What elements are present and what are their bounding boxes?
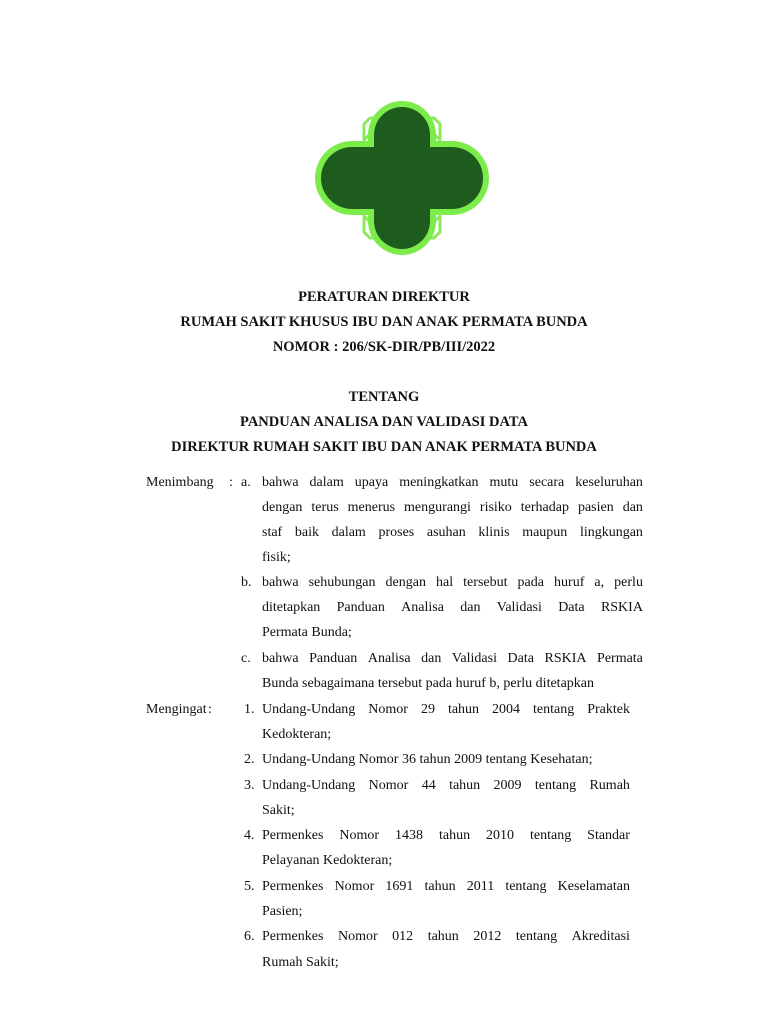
word: 44: [421, 778, 436, 793]
word: lingkungan: [579, 525, 643, 540]
list-marker: 6.: [244, 929, 255, 944]
word: tentang: [534, 778, 577, 793]
considering-item-c-line: [262, 651, 643, 667]
word: 2011: [466, 879, 495, 894]
word: sehubungan: [308, 575, 376, 590]
word: pasien: [577, 500, 614, 515]
considering-item-c-line: Bunda sebagaimana tersebut pada huruf b, perlu ditetapkan: [262, 676, 594, 691]
mengingat-colon: :: [208, 702, 212, 717]
word: tahun: [438, 828, 471, 843]
word: Analisa: [367, 651, 411, 666]
word: Panduan: [309, 651, 358, 666]
considering-item-b-line: [262, 600, 643, 616]
word: mengurangi: [404, 500, 471, 515]
word: Permenkes: [262, 828, 324, 843]
word: Validasi: [496, 600, 542, 615]
considering-item-a-line: [262, 475, 643, 491]
word: RSKIA: [600, 600, 643, 615]
regulation-line: [262, 879, 630, 895]
word: Nomor: [339, 828, 380, 843]
word: Praktek: [587, 702, 630, 717]
word: terus: [311, 500, 339, 515]
list-marker: 5.: [244, 879, 255, 894]
hospital-name: RUMAH SAKIT KHUSUS IBU DAN ANAK PERMATA BUNDA: [180, 314, 588, 330]
word: tentang: [533, 702, 575, 717]
considering-item-a-line: [262, 500, 643, 516]
considering-item-a-line: [262, 525, 643, 541]
list-marker: c.: [241, 651, 251, 666]
word: Nomor: [368, 702, 408, 717]
word: Nomor: [337, 929, 378, 944]
word: Undang-Undang: [262, 702, 356, 717]
word: 1691: [385, 879, 414, 894]
word: Data: [507, 651, 534, 666]
decree-number: NOMOR : 206/SK-DIR/PB/III/2022: [272, 339, 496, 355]
word: 2010: [486, 828, 515, 843]
considering-item-a-line: fisik;: [262, 550, 291, 565]
word: Rumah: [589, 778, 630, 793]
word: hal: [436, 575, 454, 590]
regulation-line: Undang-Undang Nomor 36 tahun 2009 tentang Kesehatan;: [262, 752, 593, 767]
word: 2009: [493, 778, 522, 793]
word: pada: [517, 575, 544, 590]
word: ditetapkan: [262, 600, 321, 615]
director-line: DIREKTUR RUMAH SAKIT IBU DAN ANAK PERMATA BUNDA: [171, 439, 597, 455]
word: menerus: [347, 500, 396, 515]
word: tahun: [447, 702, 480, 717]
mengingat-label: Mengingat: [146, 702, 207, 717]
word: klinis: [478, 525, 510, 540]
subject-title: PANDUAN ANALISA DAN VALIDASI DATA: [240, 414, 528, 430]
word: dengan: [385, 575, 426, 590]
word: Permenkes: [262, 929, 324, 944]
word: tentang: [529, 828, 572, 843]
considering-item-b-line: [262, 575, 643, 591]
word: bahwa: [262, 651, 299, 666]
word: 2012: [473, 929, 502, 944]
green-cross-logo: [312, 98, 492, 258]
word: dengan: [262, 500, 303, 515]
regulation-line: [262, 702, 630, 718]
word: Keselamatan: [557, 879, 630, 894]
word: Permenkes: [262, 879, 324, 894]
word: RSKIA: [544, 651, 587, 666]
list-marker: 4.: [244, 828, 255, 843]
word: bahwa: [262, 475, 299, 490]
word: Validasi: [451, 651, 497, 666]
regulation-line: [262, 778, 630, 794]
word: dan: [421, 651, 442, 666]
word: 2004: [492, 702, 521, 717]
considering-item-b-line: Permata Bunda;: [262, 625, 352, 640]
word: mutu: [489, 475, 519, 490]
word: dan: [460, 600, 481, 615]
word: tentang: [505, 879, 547, 894]
word: 29: [420, 702, 435, 717]
word: secara: [529, 475, 565, 490]
word: Data: [558, 600, 585, 615]
regulation-line: [262, 929, 630, 945]
regulation-line: Pelayanan Kedokteran;: [262, 853, 393, 868]
word: a,: [594, 575, 605, 590]
word: Undang-Undang: [262, 778, 356, 793]
word: huruf: [554, 575, 585, 590]
word: maupun: [522, 525, 568, 540]
word: risiko: [479, 500, 512, 515]
list-marker: 3.: [244, 778, 255, 793]
word: tahun: [449, 778, 481, 793]
word: Akreditasi: [571, 929, 630, 944]
word: 012: [392, 929, 414, 944]
word: keseluruhan: [575, 475, 643, 490]
word: tentang: [515, 929, 558, 944]
logo-cross: [321, 107, 483, 249]
list-marker: 1.: [244, 702, 255, 717]
word: tahun: [424, 879, 456, 894]
word: Permata: [597, 651, 643, 666]
list-marker: 2.: [244, 752, 255, 767]
menimbang-colon: :: [229, 475, 233, 490]
list-marker: a.: [241, 475, 251, 490]
word: dalam: [309, 475, 344, 490]
regulation-line: Rumah Sakit;: [262, 955, 339, 970]
word: Nomor: [368, 778, 409, 793]
about-label: TENTANG: [348, 389, 420, 405]
word: baik: [294, 525, 319, 540]
word: Panduan: [336, 600, 385, 615]
regulation-line: Sakit;: [262, 803, 295, 818]
word: dan: [622, 500, 643, 515]
word: upaya: [354, 475, 389, 490]
word: Analisa: [401, 600, 444, 615]
regulation-line: Pasien;: [262, 904, 303, 919]
doc-type-title: PERATURAN DIREKTUR: [298, 289, 470, 305]
word: Nomor: [334, 879, 375, 894]
list-marker: b.: [241, 575, 252, 590]
word: 1438: [395, 828, 424, 843]
word: staf: [262, 525, 283, 540]
word: meningkatkan: [399, 475, 479, 490]
word: perlu: [614, 575, 643, 590]
menimbang-label: Menimbang: [146, 475, 214, 490]
word: bahwa: [262, 575, 299, 590]
word: tersebut: [463, 575, 508, 590]
word: proses: [378, 525, 415, 540]
regulation-line: [262, 828, 630, 844]
word: Standar: [587, 828, 630, 843]
word: asuhan: [426, 525, 466, 540]
regulation-line: Kedokteran;: [262, 727, 332, 742]
word: dalam: [331, 525, 366, 540]
word: terhadap: [520, 500, 569, 515]
word: tahun: [427, 929, 459, 944]
